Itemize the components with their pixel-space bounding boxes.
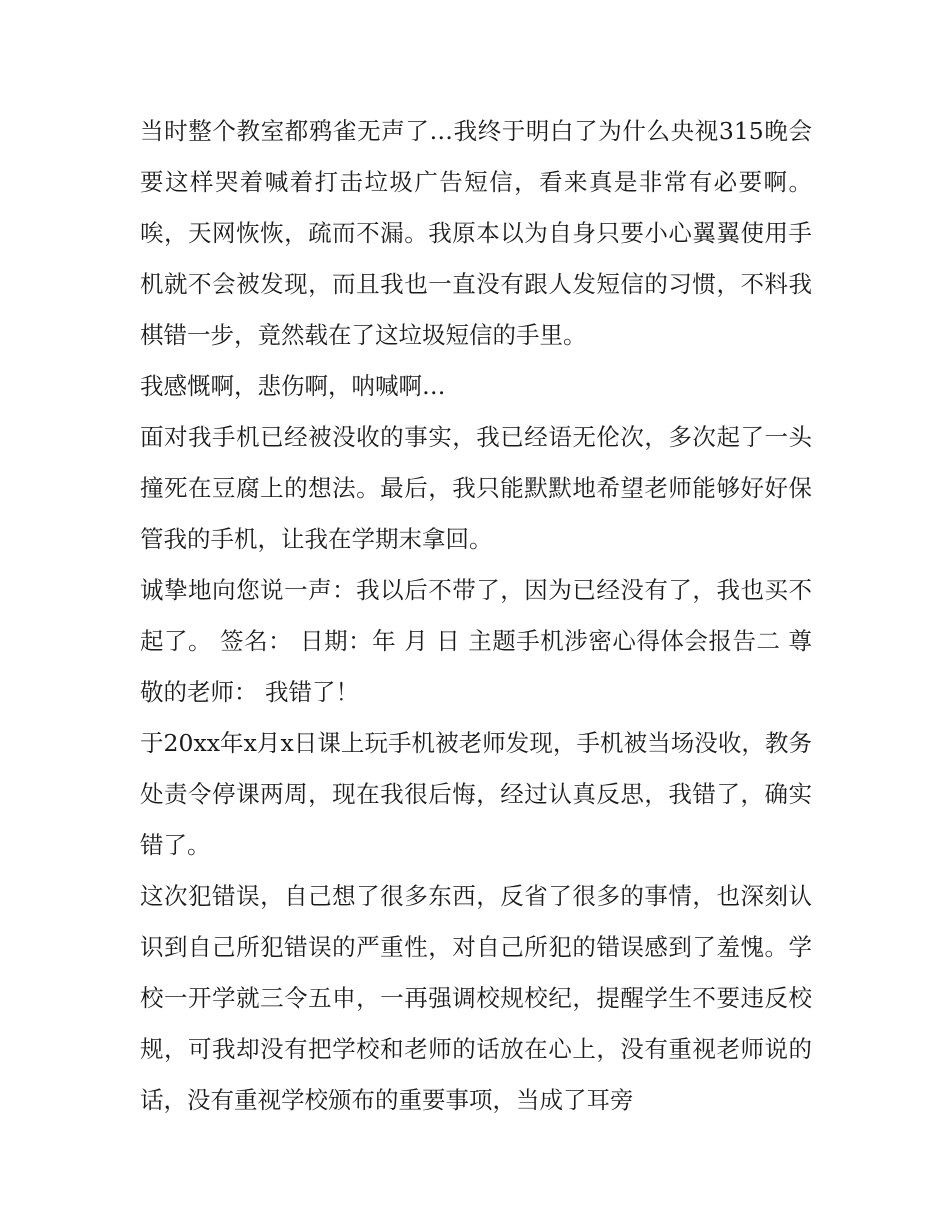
paragraph-incident-date: 于20xx年x月x日课上玩手机被老师发现，手机被当场没收，教务处责令停课两周，现在我很后悔，经过认真反思，我错了，确实错了。 [140,729,812,859]
paragraph-reflection: 这次犯错误，自己想了很多东西，反省了很多的事情，也深刻认识到自己所犯错误的严重性，对自己所犯的错误感到了羞愧。学校一开学就三令五申，一再强调校规校纪，提醒学生不要违反校规，可我却没有把学校和老师的话放在心上，没有重视老师说的话，没有重视学校颁布的重要事项，当成了耳旁 [140,882,812,1114]
paragraph-classroom-silence: 当时整个教室都鸦雀无声了…我终于明白了为什么央视315晚会要这样哭着喊着打击垃圾广告短信，看来真是非常有必要啊。唉，天网恢恢，疏而不漏。我原本以为自身只要小心翼翼使用手机就不会被发现，而且我也一直没有跟人发短信的习惯，不料我棋错一步，竟然载在了这垃圾短信的手里。 [140,117,812,349]
paragraph-apology-signature: 诚挚地向您说一声：我以后不带了，因为已经没有了，我也买不起了。 签名： 日期：年 月 日 主题手机涉密心得体会报告二 尊敬的老师： 我错了！ [140,576,812,706]
document-body [140,106,812,1126]
paragraph-lament: 我感慨啊，悲伤啊，呐喊啊… [140,372,446,400]
paragraph-confiscation: 面对我手机已经被没收的事实，我已经语无伦次，多次起了一头撞死在豆腐上的想法。最后，我只能默默地希望老师能够好好保管我的手机，让我在学期末拿回。 [140,423,812,553]
